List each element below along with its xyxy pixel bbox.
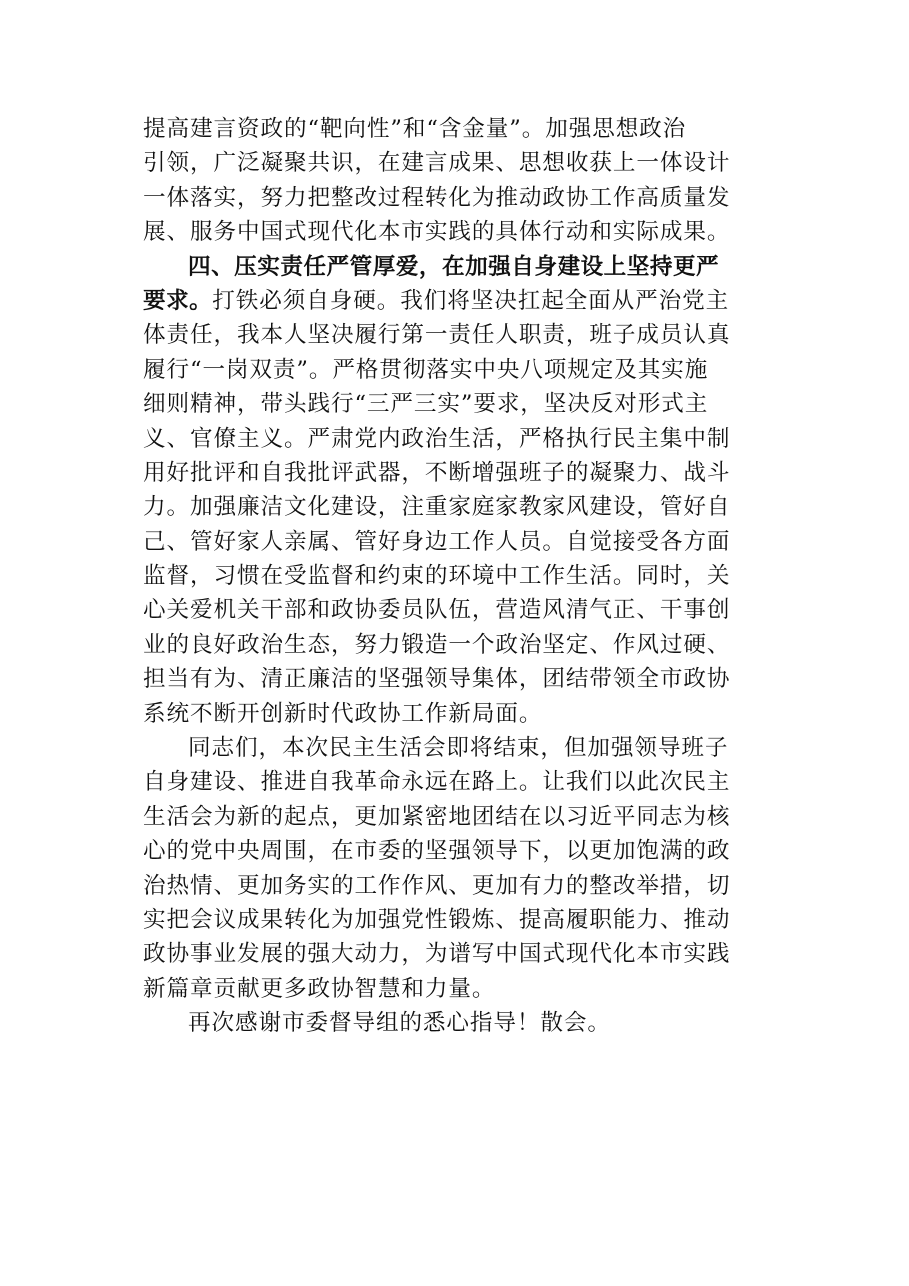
paragraph-1-line: 提高建言资政的“靶向性”和“含金量”。加强思想政治 <box>143 116 687 142</box>
paragraph-2-line: 担当有为、清正廉洁的坚强领导集体，团结带领全市政协 <box>143 666 731 693</box>
paragraph-2-line: 义、官僚主义。严肃党内政治生活，严格执行民主集中制 <box>143 425 731 452</box>
paragraph-1-line: 一体落实，努力把整改过程转化为推动政协工作高质量发 <box>143 184 731 211</box>
paragraph-2-first-text: 打铁必须自身硬。我们将坚决扛起全面从严治党主 <box>212 287 730 314</box>
section-4-heading: 四、压实责任严管厚爱，在加强自身建设上坚持更严 <box>188 253 720 280</box>
paragraph-2-line: 己、管好家人亲属、管好身边工作人员。自觉接受各方面 <box>143 528 731 555</box>
paragraph-3-line: 心的党中央周围，在市委的坚强领导下，以更加饱满的政 <box>143 838 731 865</box>
paragraph-2-line: 履行“一岗双责”。严格贯彻落实中央八项规定及其实施 <box>143 356 709 383</box>
paragraph-3-line: 自身建设、推进自我革命永远在路上。让我们以此次民主 <box>143 769 731 796</box>
paragraph-2-line: 监督，习惯在受监督和约束的环境中工作生活。同时，关 <box>143 563 731 590</box>
paragraph-3-line: 同志们，本次民主生活会即将结束，但加强领导班子 <box>188 735 729 762</box>
paragraph-2-line: 心关爱机关干部和政协委员队伍，营造风清气正、干事创 <box>143 597 731 624</box>
document-body <box>143 112 779 1041</box>
paragraph-1-line: 展、服务中国式现代化本市实践的具体行动和实际成果。 <box>143 219 731 246</box>
paragraph-2-line: 力。加强廉洁文化建设，注重家庭家教家风建设，管好自 <box>143 494 731 521</box>
paragraph-2-line: 业的良好政治生态，努力锻造一个政治坚定、作风过硬、 <box>143 631 731 658</box>
paragraph-3-line: 生活会为新的起点，更加紧密地团结在以习近平同志为核 <box>143 803 731 830</box>
closing-line: 再次感谢市委督导组的悉心指导！散会。 <box>188 1010 611 1037</box>
paragraph-3-line: 治热情、更加务实的工作作风、更加有力的整改举措，切 <box>143 872 731 899</box>
section-4-heading-cont: 要求。 <box>143 287 213 314</box>
paragraph-2-line: 系统不断开创新时代政协工作新局面。 <box>143 700 543 727</box>
paragraph-3-line: 新篇章贡献更多政协智慧和力量。 <box>143 975 496 1002</box>
paragraph-2-line: 体责任，我本人坚决履行第一责任人职责，班子成员认真 <box>143 322 731 349</box>
paragraph-3-line: 政协事业发展的强大动力，为谱写中国式现代化本市实践 <box>143 941 731 968</box>
paragraph-2-line <box>143 284 779 318</box>
section-4-heading-line <box>143 250 779 284</box>
paragraph-3-line: 实把会议成果转化为加强党性锻炼、提高履职能力、推动 <box>143 906 731 933</box>
paragraph-2-line: 用好批评和自我批评武器，不断增强班子的凝聚力、战斗 <box>143 459 731 486</box>
paragraph-1-line: 引领，广泛凝聚共识，在建言成果、思想收获上一体设计 <box>143 150 731 177</box>
paragraph-2-line: 细则精神，带头践行“三严三实”要求，坚决反对形式主 <box>143 391 709 418</box>
